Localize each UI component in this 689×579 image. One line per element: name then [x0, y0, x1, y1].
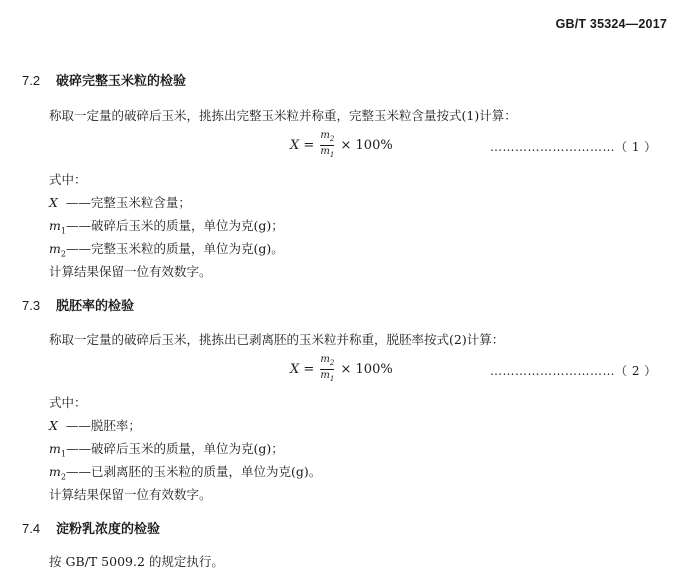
fraction-denominator: $m_1$: [320, 370, 335, 383]
fraction-denominator: $m_1$: [320, 146, 335, 159]
definition-line: X ——脱胚率；: [49, 418, 141, 433]
section-title: 淀粉乳浓度的检验: [56, 521, 161, 536]
equation-number: …………………………（ 1 ）: [490, 140, 657, 154]
paragraph-intro: 称取一定量的破碎后玉米，挑拣出已剥离胚的玉米粒并称重，脱胚率按式(2)计算：: [49, 332, 505, 347]
section-title: 破碎完整玉米粒的检验: [56, 73, 187, 88]
where-label: 式中：: [49, 395, 87, 410]
paragraph-intro: 称取一定量的破碎后玉米，挑拣出完整玉米粒并称重，完整玉米粒含量按式(1)计算：: [49, 108, 517, 123]
where-label: 式中：: [49, 172, 87, 187]
section-number: 7.4: [22, 521, 41, 536]
section-heading-7-2: [22, 70, 186, 89]
note-line: 计算结果保留一位有效数字。: [49, 264, 212, 279]
fraction: [320, 354, 334, 385]
equation-rest: × 100%: [340, 138, 393, 153]
fraction: [320, 130, 334, 161]
section-number: 7.3: [22, 298, 41, 313]
definition-line: $m_1——$破碎后玉米的质量，单位为克(g)；: [49, 218, 284, 236]
equation-lhs: X =: [290, 138, 315, 153]
definition-line: $m_1——$破碎后玉米的质量，单位为克(g)；: [49, 441, 284, 459]
fraction-numerator: $m_2$: [320, 354, 335, 367]
note-line: 计算结果保留一位有效数字。: [49, 487, 212, 502]
equation-lhs: X =: [290, 362, 315, 377]
section-heading-7-4: [22, 518, 160, 537]
fraction-numerator: $m_2$: [320, 130, 335, 143]
section-heading-7-3: [22, 295, 134, 314]
paragraph-intro: 按 GB/T 5009.2 的规定执行。: [49, 554, 224, 569]
equation-number: …………………………（ 2 ）: [490, 364, 657, 378]
equation-1: [290, 130, 393, 161]
equation-2: [290, 354, 393, 385]
definition-line: $m_2——$完整玉米粒的质量，单位为克(g)。: [49, 241, 284, 259]
section-number: 7.2: [22, 73, 41, 88]
definition-line: X ——完整玉米粒含量；: [49, 195, 191, 210]
standard-number: GB/T 35324—2017: [555, 17, 667, 31]
definition-line: $m_2——$已剥离胚的玉米粒的质量，单位为克(g)。: [49, 464, 322, 482]
section-title: 脱胚率的检验: [56, 298, 135, 313]
equation-rest: × 100%: [340, 362, 393, 377]
